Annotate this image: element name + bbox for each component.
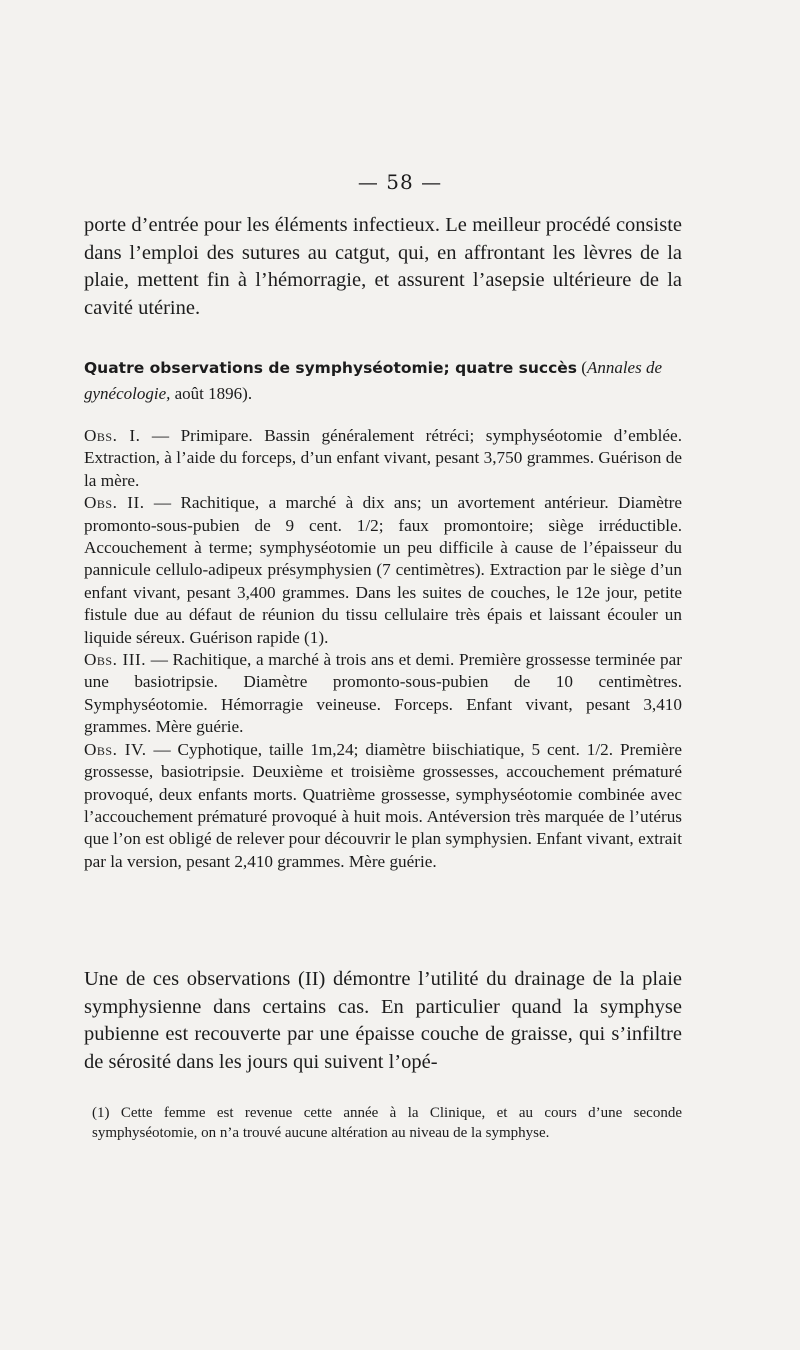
intro-paragraph: porte d’entrée pour les éléments infectieux. Le meilleur procédé consiste dans l’emploi des sutures au catgut, qui, en affrontant les lèvres de la plaie, mettent fin à l’hémorragie, et assurent l’asepsie ultérieure de la cavité utérine.	[84, 214, 682, 320]
observation-label: Obs. III.	[84, 650, 147, 670]
observation-text: — Rachitique, a marché à trois ans et demi. Première grossesse terminée par une basiotripsie. Diamètre promonto-sous-pubien de 10 centimètres. Symphyséotomie. Hémorragie veineuse. Forceps. Enfant vivant, pesant 3,410 grammes. Mère guérie.	[84, 650, 682, 737]
observation-label: Obs. I.	[84, 426, 141, 445]
heading-journal: Annales de gynécologie,	[84, 358, 663, 403]
conclusion-paragraph: Une de ces observations (II) démontre l’utilité du drainage de la plaie symphysienne dans certains cas. En particulier quand la symphyse pubienne est recouverte par une épaisse couche de graisse, qui s’infiltre de sérosité dans les jours qui suivent l’opé-	[84, 968, 682, 1074]
observation-item	[84, 492, 682, 649]
observation-label: Obs. II.	[84, 493, 145, 513]
observation-text: — Rachitique, a marché à dix ans; un avortement antérieur. Diamètre promonto-sous-pubien de 9 cent. 1/2; faux promontoire; siège irréductible. Accouchement à terme; symphyséotomie un peu difficile à cause de l’épaisseur du pannicule cellulo-adipeux présymphysien (7 centimètres). Extraction par le siège d’un enfant vivant, pesant 3,400 grammes. Dans les suites de couches, le 12e jour, petite fistule due au défaut de réunion du tissu cellulaire très épais et laissant écouler un liquide séreux. Guérison rapide (1).	[84, 493, 682, 647]
observation-label: Obs. IV.	[84, 739, 147, 759]
observation-item	[84, 739, 682, 873]
heading-date: août 1896).	[170, 384, 253, 403]
observation-text: — Primipare. Bassin généralement rétréci; symphyséotomie d’emblée. Extraction, à l’aide du forceps, d’un enfant vivant, pesant 3,750 grammes. Guérison de la mère.	[84, 426, 682, 490]
heading-title: Quatre observations de symphyséotomie; quatre succès	[84, 359, 578, 377]
footnote	[92, 1104, 682, 1143]
page-number: — 58 —	[357, 170, 443, 194]
observation-text: — Cyphotique, taille 1m,24; diamètre biischiatique, 5 cent. 1/2. Première grossesse, basiotripsie. Deuxième et troisième grossesses, accouchement prématuré provoqué, deux enfants morts. Quatrième grossesse, symphyséotomie combinée avec l’accouchement prématuré provoqué à huit mois. Antéversion très marquée de l’utérus que l’on est obligé de relever pour découvrir le plan symphysien. Enfant vivant, extrait par la version, pesant 2,410 grammes. Mère guérie.	[84, 739, 682, 871]
section-heading	[84, 355, 682, 407]
heading-open-paren: (	[577, 358, 587, 377]
observation-item	[84, 649, 682, 739]
observation-item	[84, 425, 682, 492]
footnote-text: (1) Cette femme est revenue cette année à la Clinique, et au cours d’une seconde symphyséotomie, on n’a trouvé aucune altération au niveau de la symphyse.	[92, 1105, 682, 1141]
observations-list	[84, 425, 682, 873]
